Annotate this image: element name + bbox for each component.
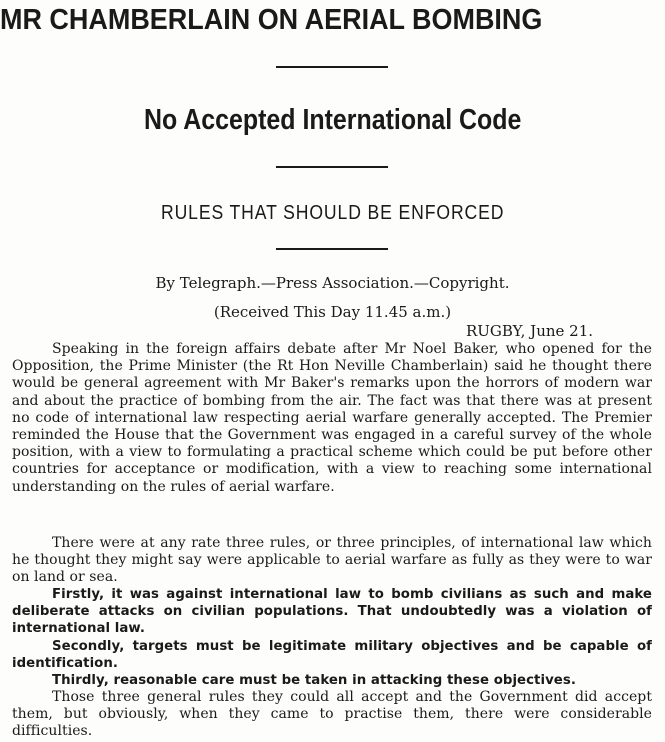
subheading: No Accepted International Code xyxy=(144,104,522,136)
divider-rule xyxy=(276,66,388,68)
dateline: RUGBY, June 21. xyxy=(466,322,594,340)
subheading-secondary: RULES THAT SHOULD BE ENFORCED xyxy=(160,202,505,224)
paragraph-rule-one: Firstly, it was against international law to bomb civilians as such and make deliberate attacks on civilian populations. That undoubtedly was a violation of international law. xyxy=(12,587,652,637)
divider-rule xyxy=(276,166,388,168)
paragraph-opening: Speaking in the foreign affairs debate after Mr Noel Baker, who opened for the Opposition, the Prime Minister (the Rt Hon Neville Chamberlain) said he thought there would be general agreement with Mr Baker's remarks upon the horrors of modern war and about the practice of bombing from the air. The fact was that there was at present no code of international law respecting aerial warfare generally accepted. The Premier reminded the House that the Government was engaged in a careful survey of the whole position, with a view to formulating a practical scheme which could be put before other countries for acceptance or modification, with a view to reaching some international understanding on the rules of aerial warfare. xyxy=(12,341,652,495)
divider-rule xyxy=(276,248,388,250)
paragraph-closing: Those three general rules they could all accept and the Government did accept them, but obviously, when they came to practise them, there were considerable difficulties. xyxy=(12,689,652,740)
paragraph-three-rules: There were at any rate three rules, or three principles, of international law which he thought they might say were applicable to aerial warfare as fully as they were to war on land or sea. xyxy=(12,535,652,586)
headline: MR CHAMBERLAIN ON AERIAL BOMBING xyxy=(0,4,543,36)
byline: By Telegraph.—Press Association.—Copyright. xyxy=(155,274,510,292)
paragraph-rule-two: Secondly, targets must be legitimate military objectives and be capable of identification. xyxy=(12,639,652,672)
received-time: (Received This Day 11.45 a.m.) xyxy=(213,303,452,321)
paragraph-rule-three: Thirdly, reasonable care must be taken in attacking these objectives. xyxy=(52,673,576,688)
